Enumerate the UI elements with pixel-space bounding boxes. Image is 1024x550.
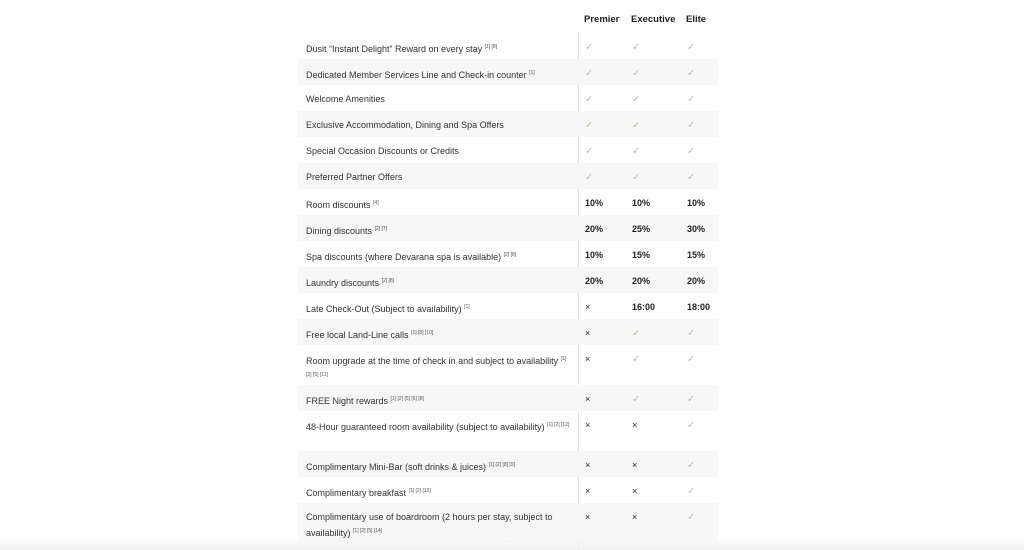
benefit-text: Dining discounts <box>306 226 373 236</box>
table-body <box>298 33 718 543</box>
benefit-text: FREE Night rewards <box>306 396 389 406</box>
check-icon: ✓ <box>632 68 641 79</box>
cross-icon: × <box>632 420 638 430</box>
benefit-text: Complimentary breakfast <box>306 488 407 498</box>
footnote-reference: [1] [2] [12] <box>547 422 570 428</box>
cross-icon: × <box>632 512 638 522</box>
table-row <box>298 477 718 503</box>
benefit-text: Dedicated Member Services Line and Check-in counter <box>306 70 527 80</box>
column-header-executive: Executive <box>631 14 676 25</box>
tier-value-executive: 25% <box>632 224 651 234</box>
tier-value-executive: 15% <box>632 250 651 260</box>
tier-value-executive: 10% <box>632 198 651 208</box>
tier-value-premier: 10% <box>585 250 604 260</box>
footnote-reference: [1] [2] [13] <box>408 488 431 494</box>
check-icon: ✓ <box>585 42 594 53</box>
footnote-reference: [2] [8] <box>503 252 517 258</box>
table-row <box>298 59 718 85</box>
check-icon: ✓ <box>632 94 641 105</box>
cross-icon: × <box>585 460 591 470</box>
footnote-reference: [4] <box>373 200 379 206</box>
benefit-text: Special Occasion Discounts or Credits <box>306 146 460 156</box>
check-icon: ✓ <box>687 460 696 471</box>
cross-icon: × <box>585 354 591 364</box>
benefits-table <box>298 0 718 543</box>
cross-icon: × <box>585 512 591 522</box>
check-icon: ✓ <box>585 146 594 157</box>
check-icon: ✓ <box>632 394 641 405</box>
tier-value-elite: 10% <box>687 198 706 208</box>
table-row <box>298 111 718 137</box>
benefit-text: Room upgrade at the time of check in and subject to availability <box>306 356 559 366</box>
tier-value-executive: 16:00 <box>632 302 656 312</box>
table-header <box>298 0 718 33</box>
tier-value-elite: 15% <box>687 250 706 260</box>
check-icon: ✓ <box>585 172 594 183</box>
footnote-reference: [1] <box>464 304 470 310</box>
cross-icon: × <box>632 460 638 470</box>
footnote-reference: [1] <box>529 70 535 76</box>
tier-value-elite: 20% <box>687 276 706 286</box>
benefit-label <box>298 411 571 443</box>
check-icon: ✓ <box>687 420 696 431</box>
tier-value-premier: 20% <box>585 276 604 286</box>
table-row <box>298 163 718 189</box>
column-header-elite: Elite <box>686 14 707 25</box>
check-icon: ✓ <box>687 328 696 339</box>
check-icon: ✓ <box>687 512 696 523</box>
benefit-text: 48-Hour guaranteed room availability (subject to availability) <box>306 422 545 432</box>
benefit-text: Complimentary use of boardroom (2 hours per stay, subject to availability) <box>306 512 553 538</box>
benefit-text: Room discounts <box>306 200 371 210</box>
cross-icon: × <box>585 486 591 496</box>
check-icon: ✓ <box>585 68 594 79</box>
table-row <box>298 215 718 241</box>
cross-icon: × <box>585 394 591 404</box>
scroll-edge-shadow <box>0 538 1024 550</box>
check-icon: ✓ <box>632 42 641 53</box>
column-header-premier: Premier <box>584 14 620 25</box>
benefit-text: Dusit “Instant Delight” Reward on every stay <box>306 44 483 54</box>
tier-value-executive: 20% <box>632 276 651 286</box>
table-row <box>298 411 718 451</box>
benefit-text: Spa discounts (where Devarana spa is available) <box>306 252 502 262</box>
tier-value-elite: 18:00 <box>687 302 711 312</box>
check-icon: ✓ <box>687 94 696 105</box>
footnote-reference: [1] [2] [5] [14] <box>353 527 383 534</box>
table-row <box>298 137 718 163</box>
check-icon: ✓ <box>632 172 641 183</box>
check-icon: ✓ <box>687 120 696 131</box>
check-icon: ✓ <box>687 354 696 365</box>
table-row <box>298 451 718 477</box>
benefit-text: Laundry discounts <box>306 278 380 288</box>
table-row <box>298 189 718 215</box>
footnote-reference: [1] [2] [5] [6] [8] <box>390 396 424 402</box>
check-icon: ✓ <box>585 120 594 131</box>
benefit-text: Complimentary Mini-Bar (soft drinks & juices) <box>306 462 487 472</box>
table-row <box>298 293 718 319</box>
check-icon: ✓ <box>687 68 696 79</box>
table-row <box>298 267 718 293</box>
benefit-text: Exclusive Accommodation, Dining and Spa Offers <box>306 120 504 130</box>
table-row <box>298 319 718 345</box>
tier-value-elite: 30% <box>687 224 706 234</box>
cross-icon: × <box>585 328 591 338</box>
check-icon: ✓ <box>632 120 641 131</box>
check-icon: ✓ <box>632 328 641 339</box>
benefit-text: Free local Land-Line calls <box>306 330 409 340</box>
cross-icon: × <box>585 302 591 312</box>
footnote-reference: [2] [8] <box>381 278 395 284</box>
cross-icon: × <box>632 486 638 496</box>
benefit-text: Late Check-Out (Subject to availability) <box>306 304 462 314</box>
check-icon: ✓ <box>585 94 594 105</box>
table-row <box>298 33 718 59</box>
check-icon: ✓ <box>632 354 641 365</box>
tier-value-premier: 20% <box>585 224 604 234</box>
table-row <box>298 241 718 267</box>
check-icon: ✓ <box>687 146 696 157</box>
benefit-text: Welcome Amenities <box>306 94 385 104</box>
footnote-reference: [1] [8] [10] <box>411 330 434 336</box>
check-icon: ✓ <box>687 42 696 53</box>
table-row <box>298 85 718 111</box>
footnote-reference: [2] [7] <box>374 226 388 232</box>
table-row <box>298 345 718 385</box>
benefit-text: Preferred Partner Offers <box>306 172 403 182</box>
check-icon: ✓ <box>632 146 641 157</box>
cross-icon: × <box>585 420 591 430</box>
table-row <box>298 385 718 411</box>
footnote-reference: [1] [2] [8] [9] <box>488 462 515 468</box>
check-icon: ✓ <box>687 172 696 183</box>
footnote-reference: [1] [8] <box>484 44 498 50</box>
footnote-reference: [1] [2] [5] [11] <box>306 356 567 378</box>
check-icon: ✓ <box>687 394 696 405</box>
tier-value-premier: 10% <box>585 198 604 208</box>
table-row <box>298 503 718 543</box>
check-icon: ✓ <box>687 486 696 497</box>
